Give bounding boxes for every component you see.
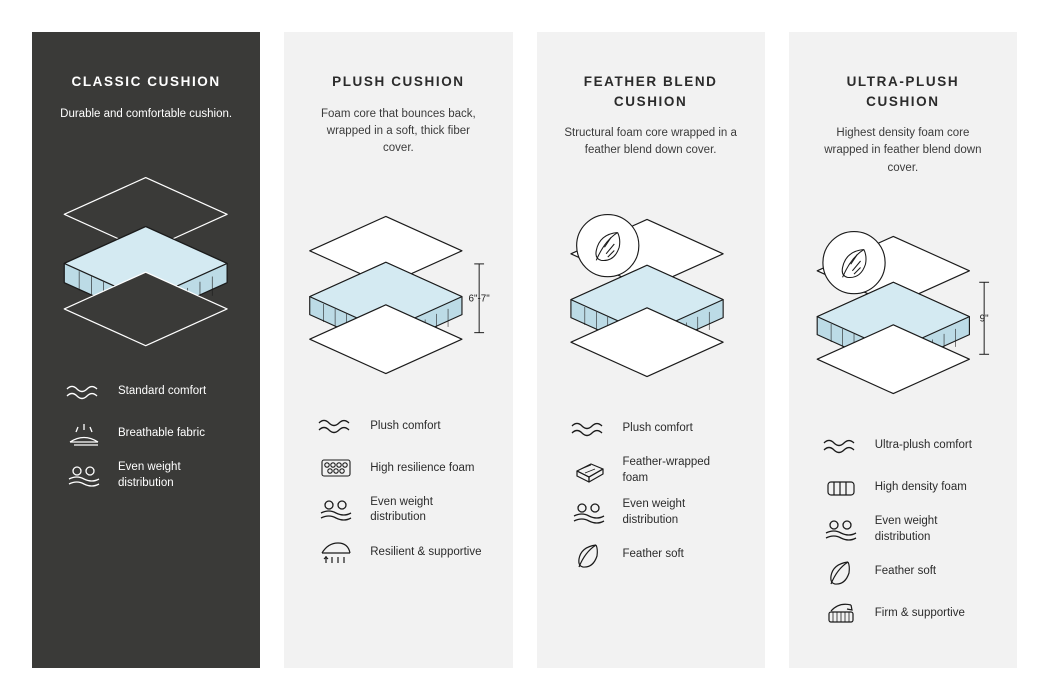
layers-illustration-icon bbox=[52, 147, 240, 357]
wave-lines-icon bbox=[314, 415, 358, 437]
feature-item bbox=[567, 536, 737, 574]
leaf-icon bbox=[819, 557, 863, 587]
card-title: CLASSIC CUSHION bbox=[71, 74, 221, 89]
card-plush-cushion[interactable] bbox=[284, 32, 512, 668]
card-description: Foam core that bounces back, wrapped in a soft, thick fiber cover. bbox=[321, 107, 476, 155]
feature-item bbox=[567, 410, 737, 448]
dimension-label: 9" bbox=[979, 313, 989, 325]
cushion-diagram bbox=[52, 137, 240, 367]
honeycomb-foam-icon bbox=[314, 454, 358, 482]
firm-support-icon bbox=[819, 599, 863, 629]
feature-item bbox=[567, 452, 737, 490]
even-weight-icon bbox=[567, 499, 611, 527]
cushion-diagram bbox=[304, 171, 492, 401]
feature-item bbox=[314, 407, 484, 445]
feature-label: Feather-wrapped foam bbox=[622, 456, 711, 484]
feature-item bbox=[819, 553, 989, 591]
even-weight-icon bbox=[819, 516, 863, 544]
feature-item bbox=[62, 457, 232, 495]
feature-label: Ultra-plush comfort bbox=[874, 439, 972, 452]
feature-list bbox=[557, 410, 745, 574]
feature-label: Even weight distribution bbox=[118, 461, 181, 489]
feather-wrapped-foam-icon bbox=[567, 457, 611, 485]
even-weight-icon bbox=[314, 496, 358, 524]
layers-illustration-icon bbox=[809, 201, 997, 411]
feature-label: Breathable fabric bbox=[118, 427, 205, 440]
feature-label: Plush comfort bbox=[622, 421, 693, 434]
card-title: FEATHER BLEND CUSHION bbox=[583, 74, 718, 109]
wave-lines-icon bbox=[62, 381, 106, 403]
feature-item bbox=[62, 415, 232, 453]
feature-list bbox=[304, 407, 492, 571]
feature-item bbox=[314, 533, 484, 571]
feature-label: Feather soft bbox=[874, 565, 937, 578]
feature-label: Feather soft bbox=[622, 547, 684, 560]
feature-label: High density foam bbox=[874, 481, 967, 494]
feature-label: Standard comfort bbox=[118, 385, 207, 398]
feature-list bbox=[52, 373, 240, 495]
feature-item bbox=[819, 595, 989, 633]
feature-item bbox=[567, 494, 737, 532]
feature-label: High resilience foam bbox=[370, 461, 475, 474]
feature-label: Resilient & supportive bbox=[370, 545, 482, 558]
card-description: Structural foam core wrapped in a feather blend down cover. bbox=[564, 127, 737, 157]
feature-item bbox=[819, 469, 989, 507]
feature-label: Even weight distribution bbox=[874, 515, 938, 543]
feature-list bbox=[809, 427, 997, 633]
feature-label: Firm & supportive bbox=[874, 607, 965, 620]
feature-item bbox=[819, 427, 989, 465]
card-feather-blend-cushion[interactable] bbox=[537, 32, 765, 668]
feature-label: Even weight distribution bbox=[622, 498, 686, 526]
card-description: Durable and comfortable cushion. bbox=[60, 107, 233, 120]
high-density-foam-icon bbox=[819, 475, 863, 501]
card-description: Highest density foam core wrapped in feather blend down cover. bbox=[824, 127, 982, 174]
feature-label: Plush comfort bbox=[370, 419, 441, 432]
layers-illustration-icon bbox=[304, 181, 492, 391]
card-title: ULTRA-PLUSH CUSHION bbox=[846, 74, 960, 109]
dimension-label: 6"-7" bbox=[468, 293, 490, 305]
card-ultra-plush-cushion[interactable] bbox=[789, 32, 1017, 668]
resilient-support-icon bbox=[314, 537, 358, 567]
leaf-icon bbox=[567, 540, 611, 570]
card-classic-cushion[interactable] bbox=[32, 32, 260, 668]
feature-label: Even weight distribution bbox=[370, 495, 433, 524]
feature-item bbox=[819, 511, 989, 549]
feature-item bbox=[314, 491, 484, 529]
wave-lines-icon bbox=[819, 435, 863, 457]
cushion-diagram bbox=[809, 191, 997, 421]
feature-item bbox=[62, 373, 232, 411]
feature-item bbox=[314, 449, 484, 487]
wave-lines-icon bbox=[567, 418, 611, 440]
layers-illustration-icon bbox=[557, 184, 745, 394]
even-weight-icon bbox=[62, 462, 106, 490]
breathable-fabric-icon bbox=[62, 420, 106, 448]
cushion-diagram bbox=[557, 174, 745, 404]
card-title: PLUSH CUSHION bbox=[332, 74, 465, 89]
